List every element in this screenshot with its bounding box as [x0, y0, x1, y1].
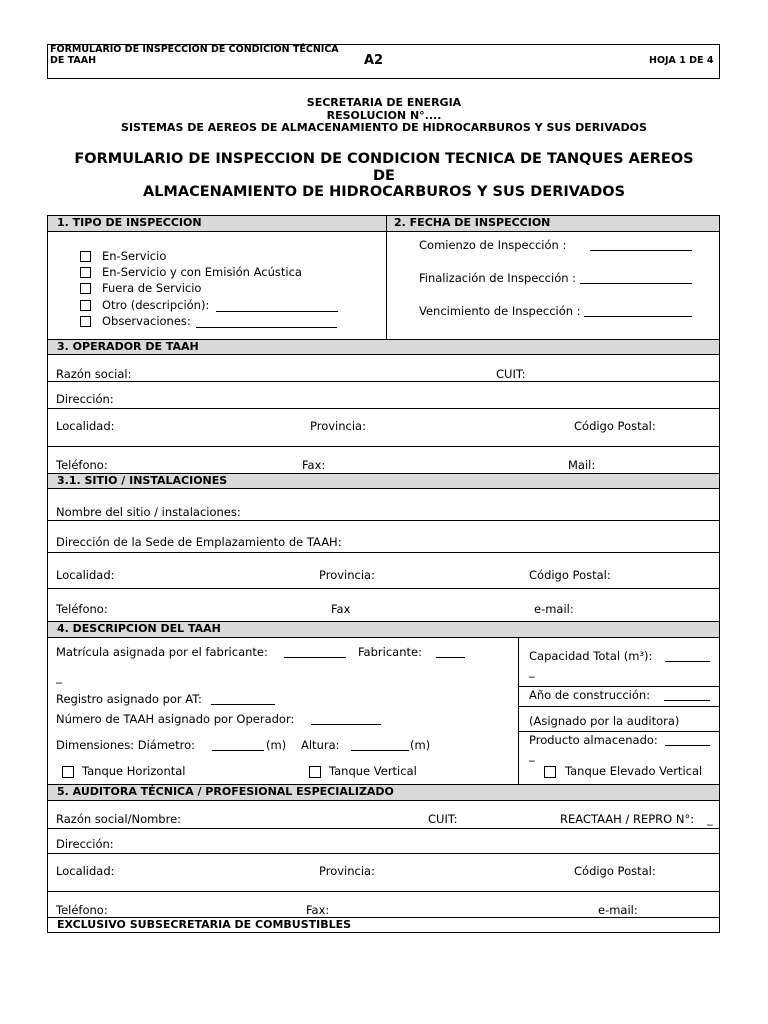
anio-line[interactable] [664, 690, 710, 701]
tanque-vertical-label: Tanque Vertical [329, 764, 417, 778]
heading-line3: SISTEMAS DE AEREOS DE ALMACENAMIENTO DE HIDROCARBUROS Y SUS DERIVADOS [121, 121, 647, 134]
auditor-cp-label: Código Postal: [574, 864, 656, 878]
auditor-direccion-label: Dirección: [56, 837, 114, 851]
auditor-reactaah-dash: _ [707, 812, 713, 826]
divider [386, 215, 387, 339]
divider [47, 408, 720, 409]
operator-razon-label: Razón social: [56, 367, 132, 381]
operator-direccion-label: Dirección: [56, 392, 114, 406]
asignado-label: (Asignado por la auditora) [529, 714, 680, 728]
checkbox-observaciones[interactable] [80, 316, 91, 327]
option-emision-acustica: En-Servicio y con Emisión Acústica [102, 265, 302, 279]
divider [47, 891, 720, 892]
divider [47, 381, 720, 382]
numero-label: Número de TAAH asignado por Operador: [56, 712, 295, 726]
sec4-title: 4. DESCRIPCION DEL TAAH [57, 622, 221, 635]
checkbox-emision-acustica[interactable] [80, 267, 91, 278]
divider [47, 354, 720, 355]
operator-fax-label: Fax: [302, 458, 326, 472]
title-line3: ALMACENAMIENTO DE HIDROCARBUROS Y SUS DERIVADOS [142, 184, 626, 200]
altura-unit: (m) [410, 738, 431, 752]
checkbox-fuera-servicio[interactable] [80, 283, 91, 294]
expiry-date-line[interactable] [584, 306, 692, 317]
exclusivo-title: EXCLUSIVO SUBSECRETARIA DE COMBUSTIBLES [57, 918, 352, 931]
divider [518, 706, 720, 707]
divider [47, 231, 720, 232]
checkbox-tanque-horizontal[interactable] [62, 766, 74, 778]
divider [518, 686, 720, 687]
auditor-reactaah-label: REACTAAH / REPRO N°: [560, 812, 695, 826]
checkbox-otro[interactable] [80, 300, 91, 311]
checkbox-en-servicio[interactable] [80, 251, 91, 262]
site-nombre-label: Nombre del sitio / instalaciones: [56, 505, 241, 519]
producto-label: Producto almacenado: [529, 733, 658, 747]
header-code: A2 [364, 53, 384, 68]
divider [518, 637, 519, 784]
auditor-localidad-label: Localidad: [56, 864, 115, 878]
divider [47, 853, 720, 854]
otro-line[interactable] [216, 301, 338, 312]
divider [47, 552, 720, 553]
option-en-servicio: En-Servicio [102, 249, 167, 263]
header-form-title: FORMULARIO DE INSPECCION DE CONDICION TÉCNICA DE TAAH [50, 44, 339, 66]
heading-line1: SECRETARIA DE ENERGIA [306, 96, 462, 109]
sec3-title: 3. OPERADOR DE TAAH [57, 340, 199, 353]
site-fax-label: Fax [331, 602, 351, 616]
site-provincia-label: Provincia: [319, 568, 375, 582]
divider [47, 446, 720, 447]
matricula-line[interactable] [284, 647, 346, 658]
auditor-razon-label: Razón social/Nombre: [56, 812, 182, 826]
capacidad-line[interactable] [665, 651, 710, 662]
sec5-title: 5. AUDITORA TÉCNICA / PROFESIONAL ESPECIALIZADO [57, 785, 394, 798]
divider [47, 588, 720, 589]
auditor-email-label: e-mail: [598, 903, 638, 917]
operator-mail-label: Mail: [568, 458, 596, 472]
capacidad-label: Capacidad Total (m³): [529, 649, 653, 663]
fabricante-line[interactable] [436, 647, 465, 658]
anio-label: Año de construcción: [529, 688, 651, 702]
expiry-date-label: Vencimiento de Inspección : [419, 304, 581, 318]
heading-line2: RESOLUCION N°.... [326, 109, 442, 122]
checkbox-tanque-vertical[interactable] [309, 766, 321, 778]
site-localidad-label: Localidad: [56, 568, 115, 582]
auditor-cuit-label: CUIT: [428, 812, 458, 826]
altura-line[interactable] [351, 740, 409, 751]
dimensiones-label: Dimensiones: Diámetro: [56, 738, 195, 752]
start-date-line[interactable] [590, 240, 692, 251]
operator-cuit-label: CUIT: [496, 367, 526, 381]
divider [518, 731, 720, 732]
site-cp-label: Código Postal: [529, 568, 611, 582]
option-fuera-servicio: Fuera de Servicio [102, 281, 202, 295]
divider [47, 637, 720, 638]
divider [47, 520, 720, 521]
sec1-title: 1. TIPO DE INSPECCION [57, 216, 202, 229]
title-line2: DE [373, 168, 395, 184]
operator-cp-label: Código Postal: [574, 419, 656, 433]
numero-line[interactable] [311, 714, 381, 725]
sec2-title: 2. FECHA DE INSPECCION [394, 216, 551, 229]
sec31-title: 3.1. SITIO / INSTALACIONES [57, 474, 228, 487]
divider [47, 828, 720, 829]
diametro-line[interactable] [212, 740, 264, 751]
diametro-unit: (m) [266, 738, 287, 752]
dash-1: _ [56, 670, 62, 684]
producto-line[interactable] [665, 735, 710, 746]
operator-telefono-label: Teléfono: [56, 458, 108, 472]
divider [47, 800, 720, 801]
fabricante-label: Fabricante: [358, 645, 422, 659]
auditor-telefono-label: Teléfono: [56, 903, 108, 917]
divider [47, 488, 720, 489]
auditor-fax-label: Fax: [306, 903, 330, 917]
tanque-elevado-label: Tanque Elevado Vertical [565, 764, 703, 778]
tanque-horizontal-label: Tanque Horizontal [82, 764, 186, 778]
observaciones-line[interactable] [196, 317, 337, 328]
altura-label: Altura: [301, 738, 340, 752]
site-email-label: e-mail: [534, 602, 574, 616]
operator-localidad-label: Localidad: [56, 419, 115, 433]
header-page: HOJA 1 DE 4 [649, 55, 714, 66]
title-line1: FORMULARIO DE INSPECCION DE CONDICION TECNICA DE TANQUES AEREOS [74, 151, 694, 167]
operator-provincia-label: Provincia: [310, 419, 366, 433]
option-otro: Otro (descripción): [102, 298, 210, 312]
dash-2: _ [529, 664, 535, 678]
end-date-label: Finalización de Inspección : [419, 271, 577, 285]
option-observaciones: Observaciones: [102, 314, 191, 328]
start-date-label: Comienzo de Inspección : [419, 238, 567, 252]
registro-label: Registro asignado por AT: [56, 692, 202, 706]
site-direccion-label: Dirección de la Sede de Emplazamiento de TAAH: [56, 535, 342, 549]
registro-line[interactable] [211, 694, 275, 705]
auditor-provincia-label: Provincia: [319, 864, 375, 878]
end-date-line[interactable] [580, 273, 692, 284]
matricula-label: Matrícula asignada por el fabricante: [56, 645, 268, 659]
checkbox-tanque-elevado[interactable] [544, 766, 556, 778]
dash-3: _ [529, 748, 535, 762]
site-telefono-label: Teléfono: [56, 602, 108, 616]
